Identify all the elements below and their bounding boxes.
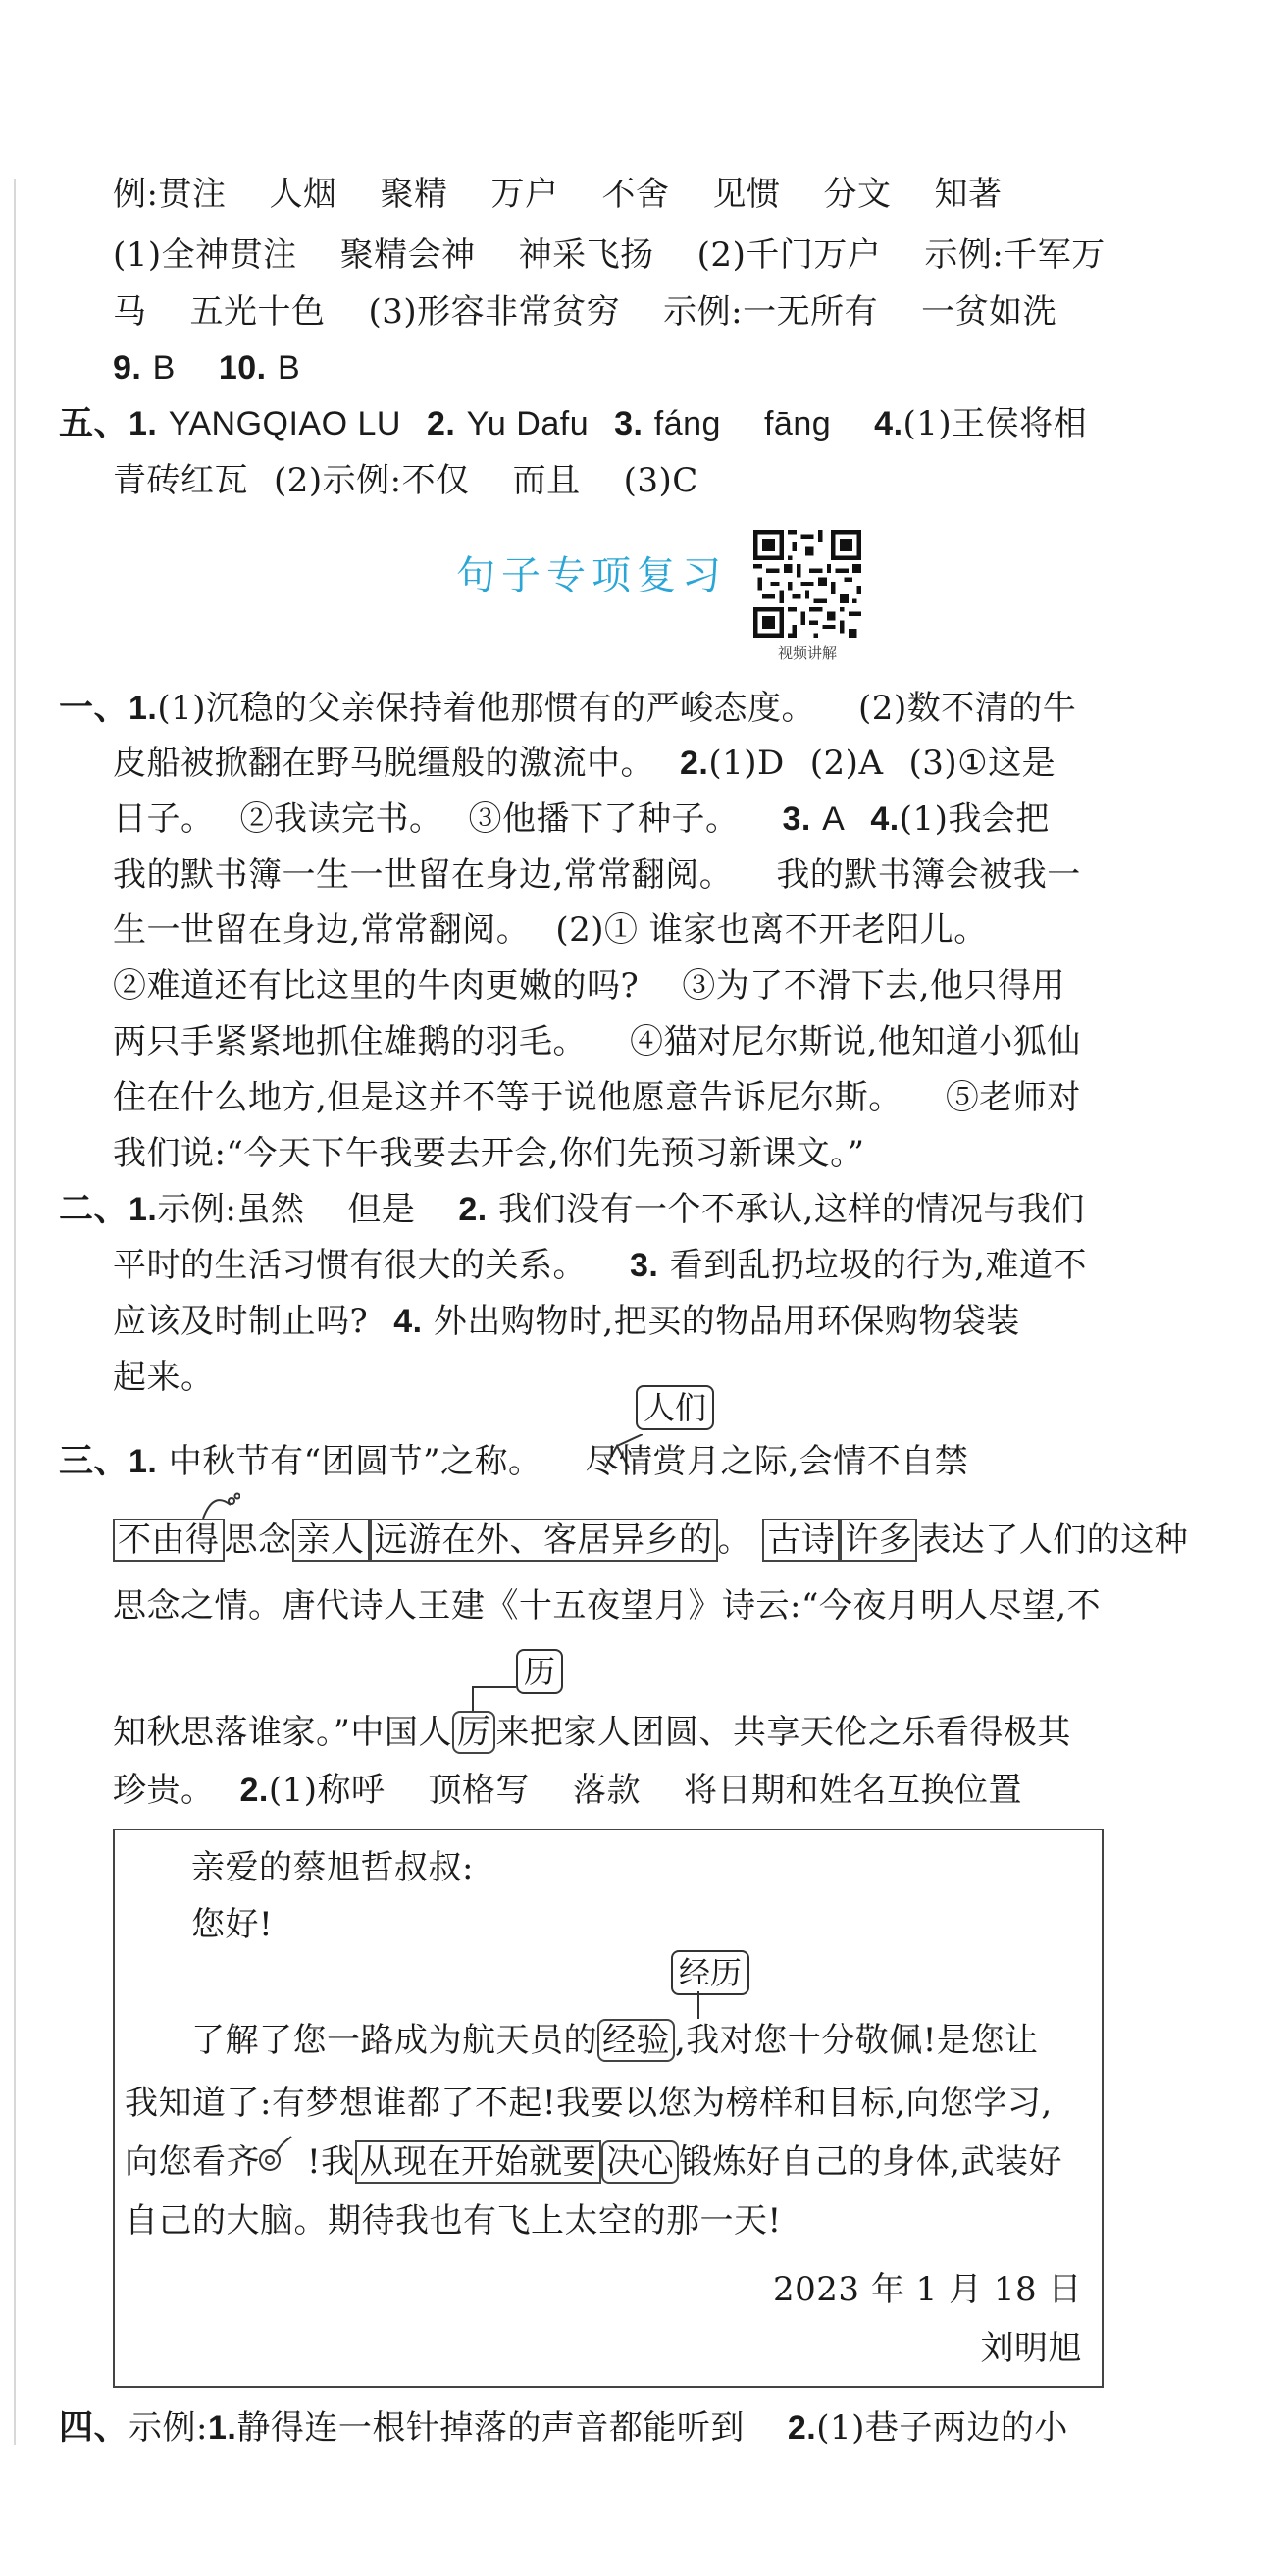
answer-line: 住在什么地方,但是这并不等于说他愿意告诉尼尔斯。 ⑤老师对: [113, 1078, 1081, 1117]
answer-line: 应该及时制止吗? 4. 外出购物时,把买的物品用环保购物袋装: [113, 1302, 1020, 1341]
page-title: 句子专项复习: [456, 553, 727, 598]
boxed-phrase: 从现在开始就要: [355, 2140, 602, 2184]
marked-char: 厉: [452, 1711, 496, 1754]
boxed-word: 亲人: [292, 1519, 370, 1562]
insertion-mark: 人们: [636, 1385, 714, 1430]
answer-line: 五、1. YANGQIAO LU 2. Yu Dafu 3. fáng fāng 4.(1)王侯将相: [59, 404, 1088, 443]
letter-salutation: 亲爱的蔡旭哲叔叔:: [191, 1848, 474, 1887]
section-label: 二、: [59, 1190, 129, 1229]
answer-line: 9. B 10. B: [113, 349, 301, 386]
marked-word: 经验: [597, 2019, 675, 2062]
correction-mark: 历: [516, 1649, 563, 1694]
margin-rule: [14, 179, 16, 2445]
answer-line: 起来。: [113, 1358, 215, 1397]
letter-line: 向您看齐 !我 从现在开始就要 决心 锻炼好自己的身体,武装好: [125, 2142, 1062, 2182]
answer-line: 二、1.示例:虽然 但是 2. 我们没有一个不承认,这样的情况与我们: [59, 1190, 1085, 1229]
transpose-mark-icon: [201, 1491, 240, 1520]
letter-line: 了解了您一路成为航天员的 经验 ,我对您十分敬佩!是您让: [191, 2021, 1039, 2060]
answer-line: 平时的生活习惯有很大的关系。 3. 看到乱扔垃圾的行为,难道不: [113, 1246, 1087, 1285]
answer-line: 知秋思落谁家。”中国人 厉 来把家人团圆、共享天伦之乐看得极其: [113, 1713, 1071, 1752]
answer-line: (1)全神贯注 聚精会神 神采飞扬 (2)千门万户 示例:千军万: [113, 235, 1106, 275]
answer-line: 生一世留在身边,常常翻阅。 (2)① 谁家也离不开老阳儿。: [113, 910, 988, 950]
answer-line: 珍贵。 2.(1)称呼 顶格写 落款 将日期和姓名互换位置: [113, 1771, 1023, 1810]
section-label: 四、: [59, 2408, 129, 2447]
answer-line: 四、示例:1.静得连一根针掉落的声音都能听到 2.(1)巷子两边的小: [59, 2408, 1068, 2447]
answer-line: 例:贯注 人烟 聚精 万户 不舍 见惯 分文 知著: [113, 175, 1003, 214]
answer-line: 我们说:“今天下午我要去开会,你们先预习新课文。”: [113, 1134, 865, 1173]
correction-line-icon: [469, 1675, 528, 1715]
answer-line: 我的默书簿一生一世留在身边,常常翻阅。 我的默书簿会被我一: [113, 855, 1081, 895]
boxed-word: 古诗: [762, 1519, 840, 1562]
marked-word: 决心: [601, 2140, 679, 2184]
letter-date: 2023 年 1 月 18 日: [773, 2270, 1082, 2309]
answer-line: 两只手紧紧地抓住雄鹅的羽毛。 ④猫对尼尔斯说,他知道小狐仙: [113, 1022, 1081, 1061]
answer-line: 皮船被掀翻在野马脱缰般的激流中。 2.(1)D (2)A (3)①这是: [113, 744, 1056, 783]
boxed-word: 不由得: [113, 1519, 225, 1562]
answer-line: 青砖红瓦 (2)示例:不仅 而且 (3)C: [113, 461, 698, 500]
qr-caption: 视频讲解: [777, 644, 837, 662]
letter-line: 我知道了:有梦想谁都了不起!我要以您为榜样和目标,向您学习,: [125, 2084, 1053, 2123]
letter-line: 自己的大脑。期待我也有飞上太空的那一天!: [125, 2201, 782, 2241]
answer-line: 三、1. 中秋节有“团圆节”之称。 尽情赏月之际,会情不自禁: [59, 1442, 969, 1481]
letter-box: [113, 1829, 1104, 2388]
qr-code-icon[interactable]: [753, 530, 861, 638]
answer-line: 不由得 思念 亲人 远游在外、客居异乡的 。 古诗 许多 表达了人们的这种: [113, 1520, 1188, 1560]
letter-signature: 刘明旭: [980, 2329, 1082, 2368]
correction-mark: 经历: [671, 1950, 749, 1995]
boxed-phrase: 远游在外、客居异乡的: [370, 1519, 718, 1562]
section-label: 五、: [59, 404, 129, 443]
section-label: 三、: [59, 1442, 129, 1481]
answer-line: 日子。 ②我读完书。 ③他播下了种子。 3. A 4.(1)我会把: [113, 799, 1050, 839]
section-label: 一、: [59, 689, 129, 728]
answer-line: 思念之情。唐代诗人王建《十五夜望月》诗云:“今夜月明人尽望,不: [113, 1586, 1102, 1625]
answer-line: 马 五光十色 (3)形容非常贫穷 示例:一无所有 一贫如洗: [113, 292, 1057, 332]
correction-line-icon: [679, 1991, 718, 2019]
boxed-word: 许多: [840, 1519, 917, 1562]
answer-line: 一、1.(1)沉稳的父亲保持着他那惯有的严峻态度。 (2)数不清的牛: [59, 689, 1077, 728]
answer-line: ②难道还有比这里的牛肉更嫩的吗? ③为了不滑下去,他只得用: [113, 966, 1066, 1005]
letter-greeting: 您好!: [191, 1905, 274, 1944]
